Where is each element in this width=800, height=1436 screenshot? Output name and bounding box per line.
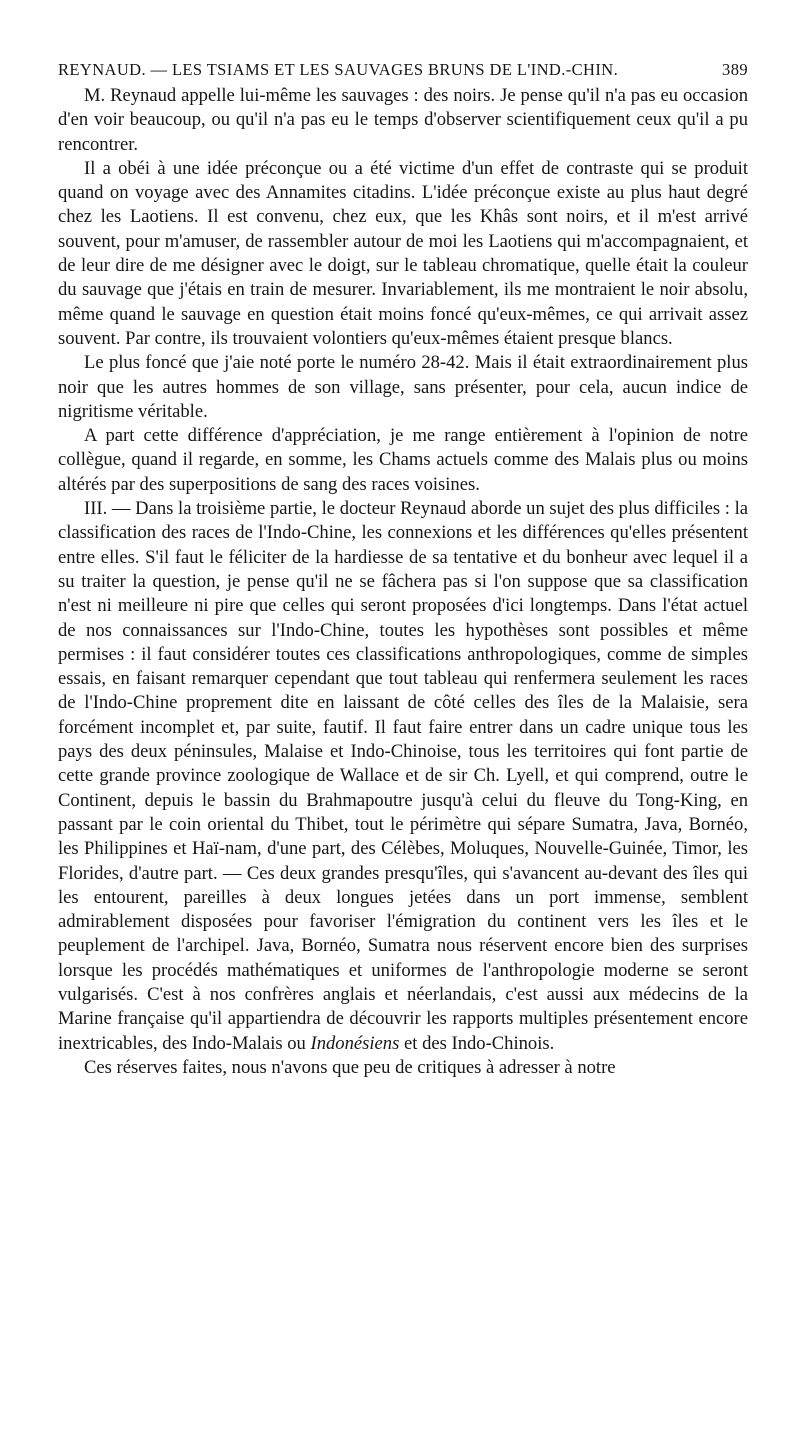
body-text: [58, 84, 748, 1080]
paragraph-1: M. Reynaud appelle lui-même les sauvages : des noirs. Je pense qu'il n'a pas eu occasion d'en voir beaucoup, ou qu'il n'a pas eu le temps d'observer scientifiquement ceux qu'il a pu rencontrer.: [58, 85, 748, 155]
paragraph-6: Ces réserves faites, nous n'avons que peu de critiques à adresser à notre: [84, 1056, 616, 1078]
paragraph-2: Il a obéi à une idée préconçue ou a été victime d'un effet de contraste qui se produit quand on voyage avec des Annamites citadins. L'idée préconçue existe au plus haut degré chez les Laotiens. Il est convenu, chez eux, que les Khâs sont noirs, et il m'est arrivé souvent, pour m'amuser, de rassembler autour de moi les Laotiens qui m'accompagnaient, et de leur dire de me désigner avec le doigt, sur le tableau chromatique, quelle était la couleur du sauvage que j'étais en train de mesurer. Invariablement, ils me montraient le noir absolu, même quand le sauvage en question était moins foncé qu'eux-mêmes, ce qui arrivait assez souvent. Par contre, ils trouvaient volontiers qu'eux-mêmes étaient presque blancs.: [58, 157, 748, 349]
paragraph-5-end: et des Indo-Chinois.: [404, 1032, 555, 1054]
running-header: [58, 60, 748, 80]
paragraph-3: Le plus foncé que j'aie noté porte le numéro 28-42. Mais il était extraordinairement plus noir que les autres hommes de son village, sans présenter, pour cela, aucun indice de nigritisme véritable.: [58, 352, 748, 422]
italic-term: Indonésiens: [310, 1032, 400, 1054]
page-number: 389: [722, 60, 748, 79]
paragraph-4: A part cette différence d'appréciation, je me range entièrement à l'opinion de notre collègue, quand il regarde, en somme, les Chams actuels comme des Malais plus ou moins altérés par des superpositions de sang des races voisines.: [58, 425, 748, 495]
running-title: REYNAUD. — LES TSIAMS ET LES SAUVAGES BRUNS DE L'IND.-CHIN.: [58, 60, 619, 79]
paragraph-5-text: III. — Dans la troisième partie, le docteur Reynaud aborde un sujet des plus difficiles : la classification des races de l'Indo-Chine, les connexions et les différences qu'elles présentent entre elles. S'il faut le féliciter de la hardiesse de sa tentative et du bonheur avec lequel il a su traiter la question, je pense qu'il ne se fâchera pas si l'on suppose que sa classification n'est ni meilleure ni pire que celles qui seront proposées d'ici longtemps. Dans l'état actuel de nos connaissances sur l'Indo-Chine, toutes les hypothèses sont possibles et même permises : il faut considérer toutes ces classifications anthropologiques, comme de simples essais, en faisant remarquer cependant que tout tableau qui renfermera seulement les races de l'Indo-Chine proprement dite en laissant de côté celles des îles de la Malaisie, sera forcément incomplet et, par suite, fautif. Il faut faire entrer dans un cadre unique tous les pays des deux péninsules, Malaise et Indo-Chinoise, tous les territoires qui font partie de cette grande province zoologique de Wallace et de sir Ch. Lyell, et qui comprend, outre le Continent, depuis le bassin du Brahmapoutre jusqu'à celui du fleuve du Tong-King, en passant par le coin oriental du Thibet, tout le périmètre qui sépare Sumatra, Java, Bornéo, les Philippines et Haï-nam, d'une part, des Célèbes, Moluques, Nouvelle-Guinée, Timor, les Florides, d'autre part. — Ces deux grandes presqu'îles, qui s'avancent au-devant des îles qui les entourent, pareilles à deux longues jetées dans un port immense, semblent admirablement disposées pour favoriser l'émigration du continent vers les îles et le peuplement de l'archipel. Java, Bornéo, Sumatra nous réservent encore bien des surprises lorsque les procédés mathématiques et uniformes de l'anthropologie moderne se seront vulgarisés. C'est à nos confrères anglais et néerlandais, c'est aussi aux médecins de la Marine française qu'il appartiendra de découvrir les rapports multiples présentement encore inextricables, des Indo-Malais ou: [58, 498, 748, 1054]
paragraph-5: [58, 497, 748, 1056]
